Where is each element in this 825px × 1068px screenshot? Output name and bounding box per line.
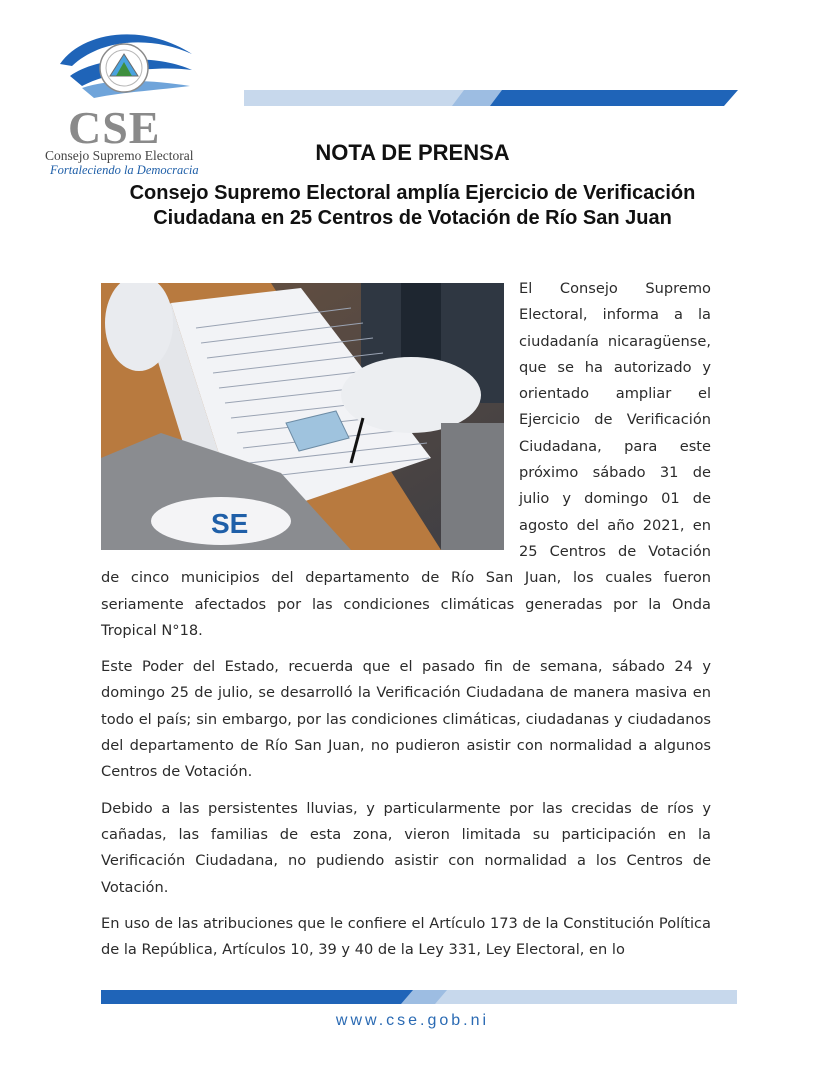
paragraph-2: Este Poder del Estado, recuerda que el pasado fin de semana, sábado 24 y domingo 25 de julio, se desarrolló la Verificación Ciudadana de manera masiva en todo el país; sin embargo, por las condiciones climáticas, ciudadanas y ciudadanos del departamento de Río San Juan, no pudieron asistir con normalidad a algunos Centros de Votación.	[101, 658, 711, 781]
paragraph-1: El Consejo Supremo Electoral, informa a la ciudadanía nicaragüense, que se ha autorizado y orientado ampliar el Ejercicio de Verificación Ciudadana, para este próximo sábado 31 de julio y domingo 01 de agosto del año 2021, en 25 Centros de Votación de cinco municipios del departamento de Río San Juan, los cuales fueron seriamente afectados por las condiciones climáticas generadas por la Onda Tropical N°18.	[101, 280, 711, 639]
photo-spacer	[101, 276, 519, 560]
logo-acronym: CSE	[68, 102, 161, 153]
logo-slogan: Fortaleciendo la Democracia	[50, 163, 199, 177]
paragraph-3: Debido a las persistentes lluvias, y particularmente por las crecidas de ríos y cañadas, las familias de esta zona, vieron limitada su participación en la Verificación Ciudadana, no pudiendo asistir con normalidad a los Centros de Votación.	[101, 799, 711, 896]
footer-website-link[interactable]: www.cse.gob.ni	[335, 1012, 490, 1029]
top-decorative-band	[244, 90, 738, 106]
page-title: NOTA DE PRENSA	[315, 140, 510, 165]
cse-emblem-icon	[42, 26, 217, 106]
headline: Consejo Supremo Electoral amplía Ejercicio de Verificación Ciudadana en 25 Centros de Votación de Río San Juan	[129, 182, 696, 229]
article-body	[101, 276, 711, 973]
paragraph-4: En uso de las atribuciones que le confiere el Artículo 173 de la Constitución Política de la República, Artículos 10, 39 y 40 de la Ley 331, Ley Electoral, en lo	[101, 914, 711, 959]
logo-name: Consejo Supremo Electoral	[45, 148, 194, 163]
sleeve-badge-text: SE	[211, 508, 249, 539]
bottom-decorative-band	[101, 990, 737, 1004]
